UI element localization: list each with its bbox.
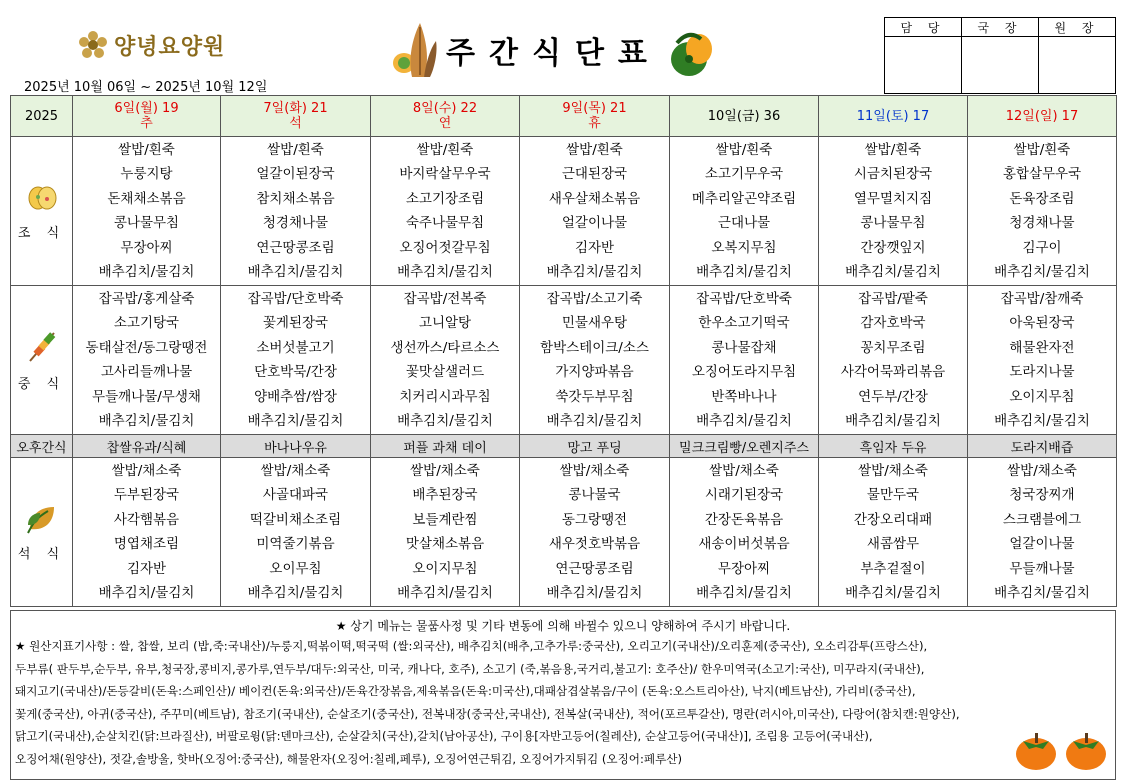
meal-label-cell [11,286,73,435]
dish: 간장깻잎지 [860,239,926,256]
dish: 누룽지탕 [120,166,173,182]
flower-logo-icon [78,30,108,60]
dish: 동태살전/동그랑땡전 [85,339,208,356]
dish: 꽃맛살샐러드 [405,364,485,380]
dish: 배추김치/물김치 [98,413,195,429]
dish: 쌀밥/채소죽 [410,462,480,479]
dish: 김자반 [574,239,615,256]
dish: 부추겉절이 [860,560,926,577]
menu-period: 2025년 10월 06일 ~ 2025년 10월 12일 [24,80,268,95]
dish: 배추김치/물김치 [546,585,643,601]
dish: 열무멸치지짐 [853,190,933,207]
dish: 배추김치/물김치 [845,585,941,601]
dish: 반쪽바나나 [711,388,777,405]
day-breakfast [221,137,371,286]
weekly-menu-table [10,95,1117,607]
snack-item: 흑임자 두유 [819,435,968,458]
dish: 한우소고기떡국 [698,315,790,331]
dish: 쌀밥/흰죽 [416,141,474,158]
dish: 시래기된장국 [704,487,784,503]
dinner-row [11,458,1117,607]
dish: 연근땅콩조림 [256,239,335,256]
dish: 배추김치/물김치 [397,413,493,429]
dish: 무장아찌 [120,239,173,256]
dish: 해물완자전 [1009,339,1075,356]
dish: 쌀밥/흰죽 [715,141,773,158]
dish: 얼갈이나물 [1009,536,1075,552]
dish: 시금치된장국 [853,166,933,182]
day-lunch [371,286,520,435]
day-breakfast [371,137,520,286]
dish: 소고기장조림 [405,190,485,207]
title-area [390,18,715,82]
approval-label: 담 당 [885,18,962,37]
dish: 도라지나물 [1009,364,1075,380]
day-header [520,96,670,137]
dish: 쌀밥/채소죽 [260,462,331,479]
dish: 고사리들깨나물 [100,364,193,380]
origin-line: 오징어채(원양산), 젓갈,솔방울, 핫바(오징어:중국산), 해물완자(오징어:칠레,페루), 오징어연근튀김, 오징어가지튀김 (오징어:페루산) [15,751,682,766]
dish: 잡곡밥/전복죽 [403,290,487,307]
dish: 청국장찌개 [1009,487,1075,503]
day-lunch [221,286,371,435]
dish: 잡곡밥/팥죽 [858,290,928,307]
day-lunch [670,286,819,435]
dish: 청경채나물 [262,215,329,231]
day-dinner [221,458,371,607]
day-date: 10일(금) 36 [707,108,781,124]
logo-text: 양녕요양원 [114,34,226,60]
dish: 참치채소볶음 [256,190,335,207]
day-lunch [73,286,221,435]
dish: 잡곡밥/참깨죽 [1000,290,1084,307]
dish: 새우젓호박볶음 [548,536,641,552]
dish: 오이지무침 [1009,388,1075,405]
change-notice: ★ 상기 메뉴는 물품사정 및 기타 변동에 의해 바뀔수 있으니 양해하여 주시기 바랍니다. [335,619,791,633]
dish: 양배추쌈/쌈장 [254,388,337,405]
skewer-icon [26,329,58,365]
dish: 김구이 [1022,239,1062,256]
dish: 물만두국 [866,487,920,503]
dish: 스크램블에그 [1002,511,1082,528]
header-row [11,96,1117,137]
dish: 배추김치/물김치 [994,413,1090,429]
rice-cracker-icon [26,182,58,214]
dish: 콩나물국 [568,487,621,503]
dish: 쌀밥/채소죽 [111,462,182,479]
dish: 간장돈육볶음 [704,511,784,528]
dish: 새우살채소볶음 [548,190,641,207]
songpyeon-icon [390,19,440,81]
dish: 쌀밥/흰죽 [267,141,324,158]
dish: 얼갈이나물 [561,215,628,231]
dish: 배추김치/물김치 [397,264,493,280]
day-dinner [371,458,520,607]
persimmon-decoration [1013,729,1109,771]
dish: 무들깨나물 [1009,560,1075,577]
dish: 오이지무침 [412,560,478,577]
dish: 쑥갓두부무침 [555,388,634,405]
dish: 사각어묵꽈리볶음 [840,364,946,380]
snack-item: 도라지배즙 [968,435,1117,458]
page-title: 주간식단표 [446,36,661,71]
day-breakfast [520,137,670,286]
dish: 보들계란찜 [412,511,478,528]
dish: 새콤쌈무 [866,536,920,552]
snack-item: 망고 푸딩 [520,435,670,458]
lunch-label: 중 식 [17,376,66,392]
dish: 치커리시과무침 [399,388,491,405]
dish: 배추김치/물김치 [247,264,344,280]
dish: 간장오리대패 [853,511,933,528]
dish: 소고기무우국 [704,166,784,182]
origin-line: 꽃게(중국산), 아귀(중국산), 주꾸미(베트남), 참조기(국내산), 순살조기(중국산), 전복내장(중국산,국내산), 전복살(국내산), 적어(포르투갈산), 명란(러시아,미국산), 다랑어(참치캔:원양산), [15,706,960,721]
dish: 무장아찌 [717,560,771,577]
day-dinner [520,458,670,607]
persimmon-icon [1013,729,1059,771]
dish: 배추김치/물김치 [397,585,493,601]
dish: 동그랑땡전 [561,511,628,528]
lunch-row [11,286,1117,435]
day-breakfast [819,137,968,286]
dish: 얼갈이된장국 [256,166,335,182]
snack-label: 오후간식 [11,435,73,458]
day-header [968,96,1117,137]
approval-label: 원 장 [1039,18,1116,37]
dish: 바지락살무우국 [399,166,491,182]
origin-line: 닭고기(국내산),순살치킨(닭:브라질산), 버팔로윙(닭:덴마크산), 순살갈치(국산),갈치(남아공산), 구이용[자반고등어(칠레산), 순살고등어(국내산)], 조림용 고등어(국내산), [15,729,873,743]
dish: 소버섯불고기 [256,339,335,356]
day-dinner [73,458,221,607]
dish: 메추리알곤약조림 [691,190,797,207]
dish: 배추된장국 [412,487,478,503]
dish: 쌀밥/채소죽 [858,462,928,479]
dish: 배추김치/물김치 [994,585,1090,601]
signature-cell [885,37,962,94]
persimmon-icon [1063,729,1109,771]
dish: 꽃게된장국 [262,315,329,331]
dish: 배추김치/물김치 [696,264,792,280]
dish: 쌀밥/채소죽 [1007,462,1077,479]
dish: 잡곡밥/홍게살죽 [98,290,195,307]
dish: 두부된장국 [113,487,180,503]
holiday-char: 추 [140,116,153,131]
dish: 배추김치/물김치 [546,413,643,429]
dish: 새송이버섯볶음 [698,536,790,552]
dish: 오복지무침 [711,239,777,256]
dish: 배추김치/물김치 [546,264,643,280]
day-lunch [819,286,968,435]
dish: 오징어젓갈무침 [399,239,491,256]
dish: 고니알탕 [418,315,472,331]
dish: 쌀밥/흰죽 [864,141,922,158]
dish: 돈육장조림 [1009,190,1075,207]
dish: 콩나물무침 [113,215,180,231]
dish: 배추김치/물김치 [98,585,195,601]
day-date: 8일(수) 22 [412,101,478,116]
dish: 쌀밥/흰죽 [566,141,623,158]
dish: 돈채채소볶음 [107,190,186,207]
dish: 연두부/간장 [858,388,928,405]
dish: 생선까스/타르소스 [390,339,500,356]
day-date: 9일(목) 21 [562,101,627,116]
dish: 떡갈비채소조림 [249,511,342,528]
day-breakfast [670,137,819,286]
dish: 배추김치/물김치 [845,264,941,280]
day-header [73,96,221,137]
dish: 청경채나물 [1009,215,1075,231]
snack-item: 찹쌀유과/식혜 [73,435,221,458]
holiday-char: 석 [289,116,302,131]
dish: 사골대파국 [262,487,329,503]
dish: 배추김치/물김치 [247,585,344,601]
holiday-char: 휴 [588,116,601,131]
dish: 쌀밥/채소죽 [709,462,779,479]
logo [78,30,225,60]
day-header [371,96,520,137]
dish: 민물새우탕 [561,315,628,331]
dish: 아욱된장국 [1009,315,1075,331]
day-breakfast [73,137,221,286]
holiday-char: 연 [438,116,452,131]
dish: 배추김치/물김치 [994,264,1090,280]
dish: 배추김치/물김치 [98,264,195,280]
dish: 함박스테이크/소스 [540,339,649,356]
approval-box [884,17,1116,94]
leaf-icon [26,503,58,535]
breakfast-label: 조 식 [17,225,66,241]
day-date: 11일(토) 17 [856,108,930,124]
day-breakfast [968,137,1117,286]
dish: 콩나물무침 [860,215,926,231]
dish: 콩나물잡채 [711,339,777,356]
dish: 김자반 [126,560,167,577]
dish: 쌀밥/흰죽 [1013,141,1071,158]
snack-item: 바나나우유 [221,435,371,458]
dish: 단호박묵/간장 [254,364,337,380]
dish: 명엽채조림 [113,536,180,552]
dish: 근대나물 [717,215,771,231]
signature-cell [962,37,1039,94]
dish: 오이무침 [269,560,322,577]
day-lunch [520,286,670,435]
meal-label-cell [11,458,73,607]
snack-row [11,435,1117,458]
day-date: 7일(화) 21 [263,101,328,116]
day-date: 12일(일) 17 [1005,108,1079,124]
snack-item: 밀크크림빵/오렌지주스 [670,435,819,458]
approval-label: 국 장 [962,18,1039,37]
year-cell: 2025 [11,96,73,137]
dish: 감자호박국 [860,315,926,331]
dish: 맛살채소볶음 [405,536,485,552]
day-date: 6일(월) 19 [114,101,179,116]
day-header [670,96,819,137]
origin-line: 두부류( 판두부,순두부, 유부,청국장,콩비지,콩가루,연두부/대두:외국산, 미국, 캐나다, 호주), 소고기 (죽,볶음용,국거리,불고기: 호주산)/ 한우미역국(소고기:국산), 미꾸라지(국내산), [15,661,925,676]
dish: 배추김치/물김치 [247,413,344,429]
dish: 소고기탕국 [113,315,180,331]
dish: 배추김치/물김치 [696,413,792,429]
persimmon-bundle-icon [667,19,715,81]
dish: 쌀밥/흰죽 [118,141,175,158]
dish: 가지양파볶음 [555,364,634,380]
dish: 배추김치/물김치 [845,413,941,429]
dish: 미역줄기볶음 [256,536,335,552]
dish: 잡곡밥/단호박죽 [247,290,344,307]
dish: 잡곡밥/단호박죽 [696,290,792,307]
signature-cell [1039,37,1116,94]
day-header [221,96,371,137]
day-lunch [968,286,1117,435]
origin-line: 돼지고기(국내산)/돈등갈비(돈육:스페인산)/ 베이컨(돈육:외국산)/돈육간장볶음,제육볶음(돈육:미국산),대패삼겹살볶음/구이 (돈육:오스트리아산), 낙지(베트남산), 가리비(중국산), [15,684,916,698]
day-dinner [968,458,1117,607]
dish: 꽁치무조림 [860,339,926,356]
day-header [819,96,968,137]
origin-list [15,635,995,770]
snack-item: 퍼플 과채 데이 [371,435,520,458]
dish: 무들깨나물/무생채 [92,388,201,405]
day-dinner [670,458,819,607]
day-dinner [819,458,968,607]
origin-notes [10,610,1116,780]
breakfast-row [11,137,1117,286]
dish: 홍합살무우국 [1002,166,1082,182]
origin-line: ★ 원산지표기사항 : 쌀, 찹쌀, 보리 (밥,죽:국내산)/누룽지,떡볶이떡,떡국떡 (쌀:외국산), 배추김치(배추,고추가루:중국산), 오리고기(국내산)/오리훈제(중국산), 오소리감투(프랑스산), [15,639,928,653]
dish: 배추김치/물김치 [696,585,792,601]
dinner-label: 석 식 [17,546,66,562]
dish: 쌀밥/채소죽 [559,462,630,479]
dish: 숙주나물무침 [405,215,485,231]
dish: 사각햄볶음 [113,511,180,528]
dish: 잡곡밥/소고기죽 [546,290,643,307]
meal-label-cell [11,137,73,286]
dish: 오징어도라지무침 [691,364,797,380]
dish: 연근땅콩조림 [555,560,634,577]
dish: 근대된장국 [561,166,628,182]
